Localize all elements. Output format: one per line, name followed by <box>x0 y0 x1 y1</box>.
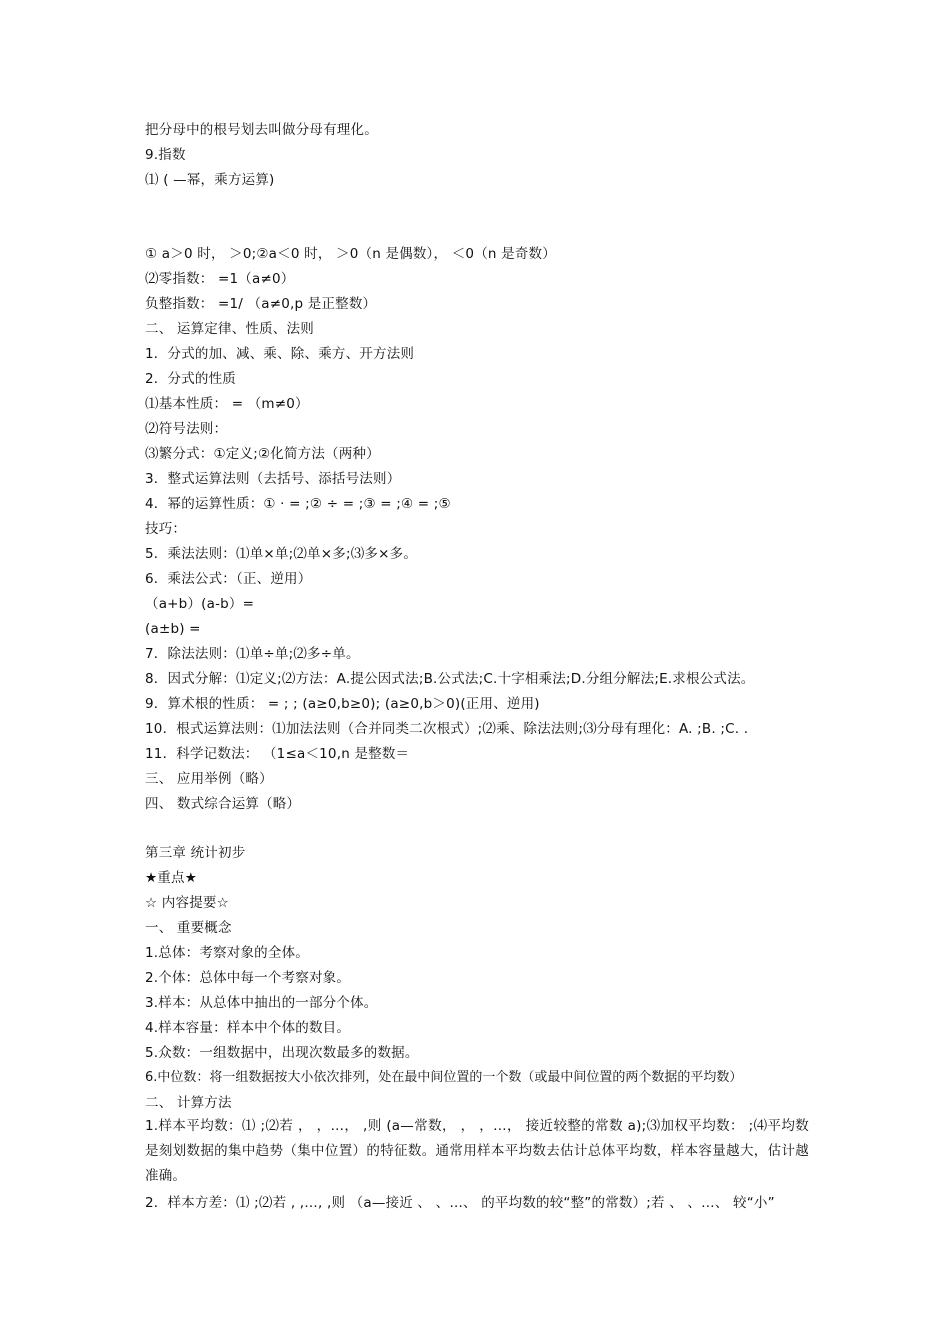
chapter-title: 第三章 统计初步 <box>145 845 246 861</box>
text-line: 8．因式分解：⑴定义;⑵方法：A.提公因式法;B.公式法;C.十字相乘法;D.分组分解法;E.求根公式法。 <box>145 671 755 687</box>
text-line: 3.样本：从总体中抽出的一部分个体。 <box>145 995 378 1011</box>
text-line: 5．乘法法则：⑴单×单;⑵单×多;⑶多×多。 <box>145 546 418 562</box>
text-line: 9．算术根的性质： = ; ; (a≥0,b≥0); (a≥0,b＞0)(正用、逆用) <box>145 696 540 712</box>
text-line: ① a＞0 时， ＞0;②a＜0 时， ＞0（n 是偶数）， ＜0（n 是奇数） <box>145 246 556 262</box>
section-heading: 四、 数式综合运算（略） <box>145 796 301 812</box>
text-line: ⑵符号法则： <box>145 421 228 437</box>
text-line: ⑴ ( —幂，乘方运算) <box>145 172 275 188</box>
text-line: 1.总体：考察对象的全体。 <box>145 945 309 961</box>
section-heading: 二、 运算定律、性质、法则 <box>145 321 314 337</box>
text-line-sample-variance: 2．样本方差：⑴ ;⑵若 , ,…, ,则 （a—接近 、 、…、 的平均数的较“整”的常数）;若 、 、…、 较“小” <box>145 1195 775 1211</box>
section-heading-exponent: 9.指数 <box>145 147 186 163</box>
text-line: ⑶繁分式：①定义;②化简方法（两种） <box>145 446 380 462</box>
text-line: 3．整式运算法则（去括号、添括号法则） <box>145 471 401 487</box>
formula-line: (a±b) = <box>145 621 201 637</box>
text-line: 4．幂的运算性质：① · = ;② ÷ = ;③ = ;④ = ;⑤ <box>145 496 451 512</box>
section-heading: 一、 重要概念 <box>145 920 232 936</box>
formula-line: （a+b）(a-b）= <box>145 596 255 612</box>
paragraph-sample-mean: 1.样本平均数：⑴ ;⑵若 ， ，…， ,则 (a—常数， ， ，…， 接近较整的常数 a);⑶加权平均数： ;⑷平均数是刻划数据的集中趋势（集中位置）的特征数。通常用样本平均数去估计总体平均数，样本容量越大，估计越准确。 <box>145 1118 809 1184</box>
text-line: 把分母中的根号划去叫做分母有理化。 <box>145 122 378 138</box>
text-line: 负整指数： =1/ （a≠0,p 是正整数） <box>145 296 377 312</box>
text-line: 11．科学记数法： （1≤a＜10,n 是整数＝ <box>145 746 410 762</box>
text-line: 2.个体：总体中每一个考察对象。 <box>145 970 351 986</box>
section-heading: 二、 计算方法 <box>145 1095 232 1111</box>
text-line: 6.中位数：将一组数据按大小依次排列，处在最中间位置的一个数（或最中间位置的两个数据的平均数） <box>145 1070 743 1085</box>
summary-heading: ☆ 内容提要☆ <box>145 895 229 911</box>
text-line: 1．分式的加、减、乘、除、乘方、开方法则 <box>145 346 415 362</box>
text-line: 4.样本容量：样本中个体的数目。 <box>145 1020 351 1036</box>
text-line: 6．乘法公式：（正、逆用） <box>145 571 312 587</box>
text-line: 技巧： <box>145 521 187 537</box>
text-line: 5.众数：一组数据中，出现次数最多的数据。 <box>145 1045 419 1061</box>
text-line: ⑵零指数： =1（a≠0） <box>145 271 295 287</box>
text-line: 7．除法法则：⑴单÷单;⑵多÷单。 <box>145 646 360 662</box>
text-line: 2．分式的性质 <box>145 371 236 387</box>
text-line: 10．根式运算法则：⑴加法法则（合并同类二次根式）;⑵乘、除法法则;⑶分母有理化：A. ;B. ;C. . <box>145 721 749 737</box>
key-points-heading: ★重点★ <box>145 870 198 886</box>
text-line: ⑴基本性质： = （m≠0） <box>145 396 309 412</box>
section-heading: 三、 应用举例（略） <box>145 771 273 787</box>
